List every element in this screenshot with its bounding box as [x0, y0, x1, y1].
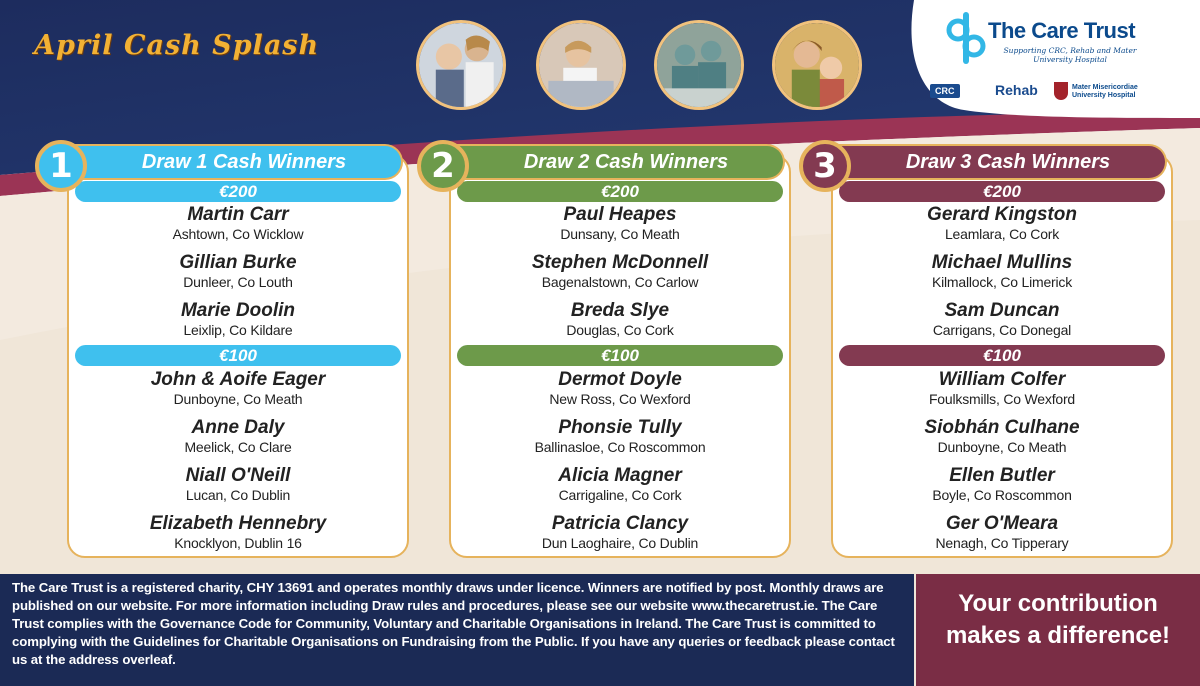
winner-location: Dun Laoghaire, Co Dublin: [541, 535, 699, 551]
mater-crest-icon: [1054, 82, 1068, 100]
prize-amount-bar: €100: [457, 345, 783, 366]
campaign-title: April Cash Splash: [34, 30, 320, 61]
winner-location: Knocklyon, Dublin 16: [174, 535, 302, 551]
winner-entry: [457, 417, 783, 456]
winner-location: Dunleer, Co Louth: [183, 274, 293, 290]
winner-entry: [457, 252, 783, 291]
winner-name: Gillian Burke: [179, 252, 297, 273]
winner-location: Dunboyne, Co Meath: [173, 391, 303, 407]
winner-location: Foulksmills, Co Wexford: [928, 391, 1076, 407]
winner-location: Lucan, Co Dublin: [185, 487, 291, 503]
winner-location: Kilmallock, Co Limerick: [931, 274, 1073, 290]
mater-hospital-logo: Mater Misericordiae University Hospital: [1072, 84, 1138, 99]
care-trust-logo-icon: [946, 12, 986, 64]
winner-location: Ballinasloe, Co Roscommon: [534, 439, 706, 455]
winner-entry: [75, 252, 401, 291]
prize-amount-bar: €100: [839, 345, 1165, 366]
prize-amount-bar: €200: [839, 181, 1165, 202]
slogan-line-1: Your contribution: [958, 590, 1158, 617]
winner-name: Michael Mullins: [931, 252, 1073, 273]
winner-location: Dunboyne, Co Meath: [937, 439, 1067, 455]
winner-name: Breda Slye: [570, 300, 670, 321]
rehab-logo: Rehab: [995, 82, 1038, 98]
winner-entry: [839, 465, 1165, 504]
draw-number-badge: [417, 140, 469, 192]
winner-entry: [839, 513, 1165, 552]
crc-logo: CRC: [930, 84, 960, 98]
draw-3-column: [799, 140, 1139, 565]
winner-name: Patricia Clancy: [551, 513, 689, 534]
winner-name: Niall O'Neill: [185, 465, 291, 486]
slogan: [916, 588, 1200, 652]
winner-name: Paul Heapes: [563, 204, 677, 225]
draw-number-badge: [35, 140, 87, 192]
nurse-and-patient-photo: [536, 20, 626, 110]
winner-location: Douglas, Co Cork: [566, 322, 674, 338]
winner-entry: [457, 300, 783, 339]
winner-entry: [839, 417, 1165, 456]
draw-1-column: [35, 140, 375, 565]
winner-name: John & Aoife Eager: [150, 369, 326, 390]
draw-header: [65, 144, 403, 180]
prize-amount-bar: €200: [75, 181, 401, 202]
draw-number-badge: [799, 140, 851, 192]
draw-title: Draw 3 Cash Winners: [905, 150, 1111, 173]
draw-header: [829, 144, 1167, 180]
winner-name: William Colfer: [938, 369, 1066, 390]
winner-entry: [839, 369, 1165, 408]
prize-amount-bar: €100: [75, 345, 401, 366]
winner-location: Ashtown, Co Wicklow: [172, 226, 304, 242]
winner-entry: [75, 465, 401, 504]
winner-name: Martin Carr: [187, 204, 289, 225]
winner-name: Anne Daly: [191, 417, 285, 438]
winner-entry: [75, 513, 401, 552]
winner-name: Siobhán Culhane: [924, 417, 1080, 438]
logo-name: The Care Trust: [988, 18, 1136, 43]
winner-entry: [457, 369, 783, 408]
winner-name: Alicia Magner: [558, 465, 682, 486]
patient-and-carer-photo: [416, 20, 506, 110]
winner-name: Ger O'Meara: [945, 513, 1059, 534]
winner-location: Leamlara, Co Cork: [944, 226, 1060, 242]
winner-entry: [75, 417, 401, 456]
draw-number: 1: [49, 146, 73, 186]
winner-location: Bagenalstown, Co Carlow: [541, 274, 699, 290]
winner-location: Boyle, Co Roscommon: [932, 487, 1072, 503]
winner-entry: [75, 369, 401, 408]
draw-number: 3: [813, 146, 837, 186]
winner-name: Elizabeth Hennebry: [149, 513, 327, 534]
winner-entry: [457, 513, 783, 552]
draw-title: Draw 1 Cash Winners: [141, 150, 347, 173]
winner-entry: [457, 465, 783, 504]
winner-name: Sam Duncan: [944, 300, 1060, 321]
slogan-line-2: makes a difference!: [945, 622, 1171, 649]
logo-tagline: Supporting CRC, Rehab and Mater University Hospital: [1003, 46, 1137, 64]
winner-entry: [839, 204, 1165, 243]
winner-entry: [839, 300, 1165, 339]
prize-amount-bar: €200: [457, 181, 783, 202]
winner-location: Leixlip, Co Kildare: [183, 322, 293, 338]
winner-location: Carrigaline, Co Cork: [558, 487, 682, 503]
draw-header: [447, 144, 785, 180]
winner-entry: [457, 204, 783, 243]
winner-entry: [75, 300, 401, 339]
winner-name: Marie Doolin: [180, 300, 295, 321]
winner-location: Dunsany, Co Meath: [560, 226, 680, 242]
winner-location: New Ross, Co Wexford: [549, 391, 691, 407]
winner-location: Carrigans, Co Donegal: [932, 322, 1072, 338]
mother-and-child-photo: [772, 20, 862, 110]
winner-name: Dermot Doyle: [558, 369, 682, 390]
winner-name: Stephen McDonnell: [531, 252, 709, 273]
footer-disclaimer-text: The Care Trust is a registered charity, CHY 13691 and operates monthly draws under licence. Winners are notified by post. Monthly draws are published on our website. For more information including Draw rules and procedures, please see our website www.thecaretrust.ie. The Care Trust complies with the Governance Code for Community, Voluntary and Charitable Organisations in Ireland. The Care Trust is committed to complying with the Guidelines for Charitable Organisations on Fundraising from the Public. If you have any queries or feedback please contact us at the address overleaf.: [12, 580, 895, 667]
winner-entry: [75, 204, 401, 243]
draw-2-column: [417, 140, 757, 565]
winner-name: Gerard Kingston: [927, 204, 1077, 225]
winner-name: Phonsie Tully: [558, 417, 682, 438]
surgeons-photo: [654, 20, 744, 110]
draw-title: Draw 2 Cash Winners: [523, 150, 729, 173]
winner-location: Meelick, Co Clare: [184, 439, 292, 455]
winner-location: Nenagh, Co Tipperary: [935, 535, 1069, 551]
winner-entry: [839, 252, 1165, 291]
winner-name: Ellen Butler: [949, 465, 1055, 486]
draw-number: 2: [431, 146, 455, 186]
